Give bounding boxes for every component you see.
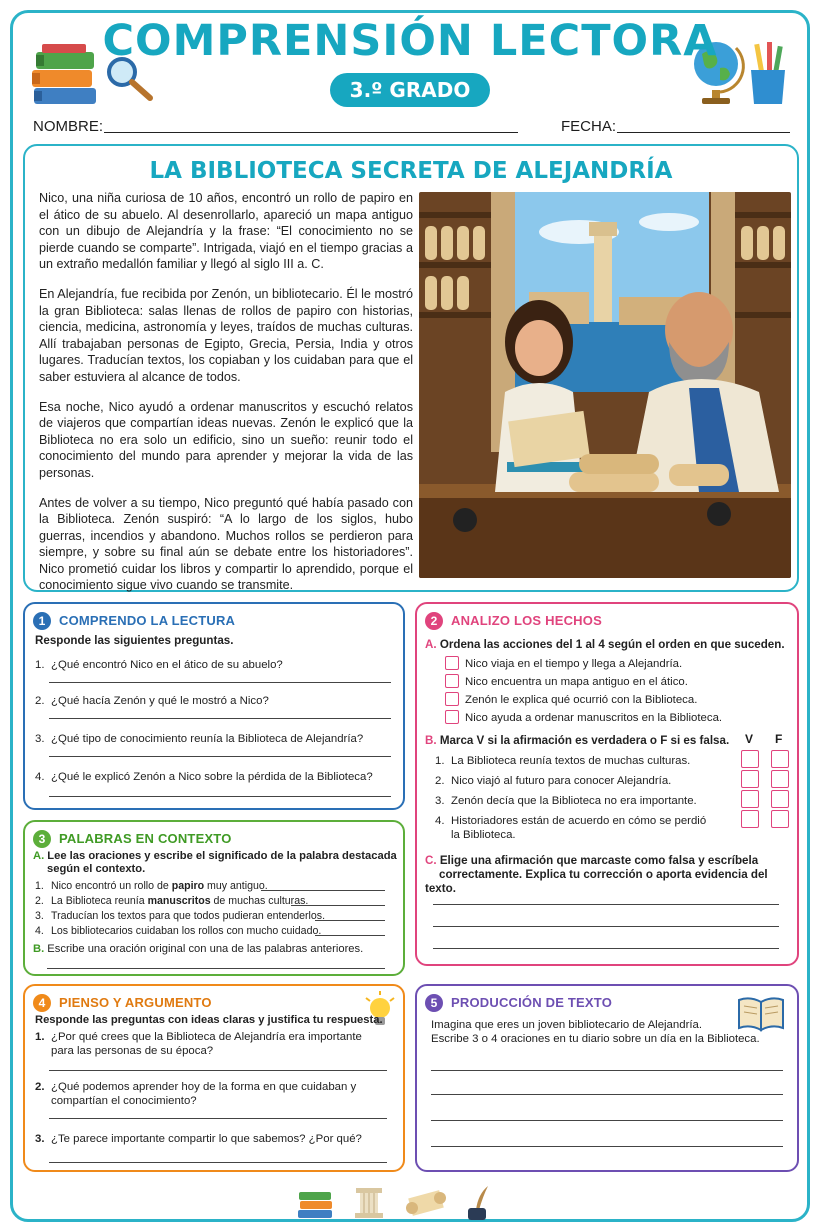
section-instruction: Responde las preguntas con ideas claras y justifica tu respuesta. bbox=[35, 1014, 383, 1026]
library-illustration bbox=[419, 192, 791, 578]
statement: 2. Nico viajó al futuro para conocer Alejandría. bbox=[435, 775, 672, 787]
story-card bbox=[23, 144, 799, 592]
false-header: F bbox=[775, 732, 783, 746]
answer-line[interactable] bbox=[433, 948, 779, 949]
part-c-instruction: C. Elige una afirmación que marcaste como falsa y escríbela correctamente. Explica tu corrección o aporta evidencia del texto. bbox=[425, 854, 768, 895]
answer-line[interactable] bbox=[431, 1070, 783, 1071]
section-title: ANALIZO LOS HECHOS bbox=[451, 613, 602, 628]
question: 2. ¿Qué podemos aprender hoy de la forma en que cuidaban y compartían el conocimiento? bbox=[35, 1081, 357, 1107]
context-sentence: 4. Los bibliotecarios cuidaban los rollos con mucho cuidado. bbox=[35, 925, 322, 937]
question: 3. ¿Qué tipo de conocimiento reunía la Biblioteca de Alejandría? bbox=[35, 733, 364, 745]
story-text bbox=[39, 190, 413, 607]
answer-line[interactable] bbox=[315, 935, 385, 936]
action-item: Nico ayuda a ordenar manuscritos en la Biblioteca. bbox=[465, 712, 723, 724]
prompt-line: Escribe 3 o 4 oraciones en tu diario sobre un día en la Biblioteca. bbox=[431, 1033, 760, 1045]
action-item: Zenón le explica qué ocurrió con la Biblioteca. bbox=[465, 694, 698, 706]
answer-line[interactable] bbox=[49, 756, 391, 757]
statement: 3. Zenón decía que la Biblioteca no era importante. bbox=[435, 795, 697, 807]
statement: 1. La Biblioteca reunía textos de muchas culturas. bbox=[435, 755, 691, 767]
part-b-instruction: B. Escribe una oración original con una de las palabras anteriores. bbox=[33, 943, 364, 955]
date-label: FECHA: bbox=[561, 118, 617, 135]
section-number: 1 bbox=[33, 612, 51, 630]
answer-line[interactable] bbox=[47, 968, 385, 969]
scroll-icon bbox=[404, 1186, 448, 1220]
answer-line[interactable] bbox=[49, 718, 391, 719]
true-checkbox[interactable] bbox=[741, 750, 759, 768]
answer-line[interactable] bbox=[261, 890, 385, 891]
order-box[interactable] bbox=[445, 674, 459, 688]
answer-line[interactable] bbox=[433, 926, 779, 927]
question: 4. ¿Qué le explicó Zenón a Nico sobre la pérdida de la Biblioteca? bbox=[35, 771, 373, 783]
answer-line[interactable] bbox=[431, 1094, 783, 1095]
story-paragraph: En Alejandría, fue recibida por Zenón, un bibliotecario. Él le mostró la gran Biblioteca: salas llenas de rollos de papiro con historias, ciencia, medicina, astronomía y leyes, traídos de muchas culturas. Allí trabajaban personas de Egipto, Grecia, Persia, India y otros lugares. Traducían textos, los copiaban y los cuidaban para que el saber estuviera al alcance de todos. bbox=[39, 286, 413, 384]
section-palabras bbox=[23, 820, 405, 976]
part-a-instruction: A. Lee las oraciones y escribe el significado de la palabra destacada según el contexto. bbox=[33, 850, 397, 875]
answer-line[interactable] bbox=[291, 905, 385, 906]
part-a-instruction: A. Ordena las acciones del 1 al 4 según el orden en que suceden. bbox=[425, 638, 785, 651]
section-comprendo bbox=[23, 602, 405, 810]
books-icon bbox=[296, 1186, 334, 1220]
story-paragraph: Antes de volver a su tiempo, Nico preguntó qué había pasado con la Biblioteca. Zenón suspiró: “A lo largo de los siglos, hubo guerras, incendios y abandono. Muchos rollos se perdieron para siempre, y sobre su final aún se debate entre los historiadores”. Nico prometió cuidar los libros y compartir lo aprendido, porque el conocimiento sigue vivo cuando se transmite. bbox=[39, 495, 413, 593]
prompt-line: Imagina que eres un joven bibliotecario de Alejandría. bbox=[431, 1019, 703, 1031]
section-title: PALABRAS EN CONTEXTO bbox=[59, 831, 232, 846]
part-b-instruction: B. Marca V si la afirmación es verdadera o F si es falsa. bbox=[425, 734, 730, 747]
section-number: 2 bbox=[425, 612, 443, 630]
answer-line[interactable] bbox=[433, 904, 779, 905]
order-box[interactable] bbox=[445, 656, 459, 670]
action-item: Nico viaja en el tiempo y llega a Alejandría. bbox=[465, 658, 683, 670]
answer-line[interactable] bbox=[49, 682, 391, 683]
action-item: Nico encuentra un mapa antiguo en el ático. bbox=[465, 676, 688, 688]
name-label: NOMBRE: bbox=[33, 118, 104, 135]
answer-line[interactable] bbox=[49, 1118, 387, 1119]
section-title: COMPRENDO LA LECTURA bbox=[59, 613, 236, 628]
story-paragraph: Esa noche, Nico ayudó a ordenar manuscritos y escuchó relatos de viajeros que compartían ideas nuevas. Zenón le explicó que la Biblioteca no era solo un edificio, sino un sueño: reunir todo el conocimiento del mundo para aprender y mejorar la vida de las personas. bbox=[39, 399, 413, 480]
section-title: PRODUCCIÓN DE TEXTO bbox=[451, 995, 613, 1010]
answer-line[interactable] bbox=[431, 1146, 783, 1147]
quill-ink-icon bbox=[462, 1184, 496, 1222]
section-instruction: Responde las siguientes preguntas. bbox=[35, 634, 234, 647]
story-paragraph: Nico, una niña curiosa de 10 años, encontró un rollo de papiro en el ático de su abuelo. Al desenrollarlo, apareció un mapa antiguo con un dibujo de Alejandría y la frase: “El conocimiento no se pierde cuando se comparte”. Intrigada, viajó en el tiempo gracias a un extraño medallón familiar y llegó al siglo III a. C. bbox=[39, 191, 413, 272]
question: 2. ¿Qué hacía Zenón y qué le mostró a Nico? bbox=[35, 695, 269, 707]
name-field[interactable] bbox=[104, 132, 518, 133]
column-icon bbox=[352, 1186, 386, 1220]
order-box[interactable] bbox=[445, 692, 459, 706]
true-checkbox[interactable] bbox=[741, 790, 759, 808]
date-field[interactable] bbox=[617, 132, 790, 133]
section-number: 4 bbox=[33, 994, 51, 1012]
context-sentence: 3. Traducían los textos para que todos pudieran entenderlos. bbox=[35, 910, 326, 922]
question: 1. ¿Por qué crees que la Biblioteca de Alejandría era importante para las personas de su época? bbox=[35, 1031, 362, 1057]
open-book-icon bbox=[735, 992, 787, 1032]
page-title: COMPRENSIÓN LECTORA bbox=[102, 16, 718, 66]
story-title: LA BIBLIOTECA SECRETA DE ALEJANDRÍA bbox=[149, 158, 673, 184]
statement: 4. Historiadores están de acuerdo en cómo se perdió la Biblioteca. bbox=[435, 815, 707, 841]
false-checkbox[interactable] bbox=[771, 770, 789, 788]
answer-line[interactable] bbox=[49, 1070, 387, 1071]
section-title: PIENSO Y ARGUMENTO bbox=[59, 995, 212, 1010]
context-sentence: 2. La Biblioteca reunía manuscritos de muchas culturas. bbox=[35, 895, 309, 907]
question: 3. ¿Te parece importante compartir lo que sabemos? ¿Por qué? bbox=[35, 1133, 362, 1145]
true-checkbox[interactable] bbox=[741, 770, 759, 788]
section-analizo bbox=[415, 602, 799, 966]
section-number: 5 bbox=[425, 994, 443, 1012]
answer-line[interactable] bbox=[431, 1120, 783, 1121]
section-number: 3 bbox=[33, 830, 51, 848]
false-checkbox[interactable] bbox=[771, 790, 789, 808]
answer-line[interactable] bbox=[49, 796, 391, 797]
false-checkbox[interactable] bbox=[771, 810, 789, 828]
order-box[interactable] bbox=[445, 710, 459, 724]
answer-line[interactable] bbox=[315, 920, 385, 921]
section-produccion bbox=[415, 984, 799, 1172]
question: 1. ¿Qué encontró Nico en el ático de su abuelo? bbox=[35, 659, 283, 671]
context-sentence: 1. Nico encontró un rollo de papiro muy antiguo. bbox=[35, 880, 268, 892]
true-header: V bbox=[745, 732, 754, 746]
section-pienso bbox=[23, 984, 405, 1172]
answer-line[interactable] bbox=[49, 1162, 387, 1163]
grade-badge: 3.º GRADO bbox=[330, 73, 490, 107]
false-checkbox[interactable] bbox=[771, 750, 789, 768]
true-checkbox[interactable] bbox=[741, 810, 759, 828]
